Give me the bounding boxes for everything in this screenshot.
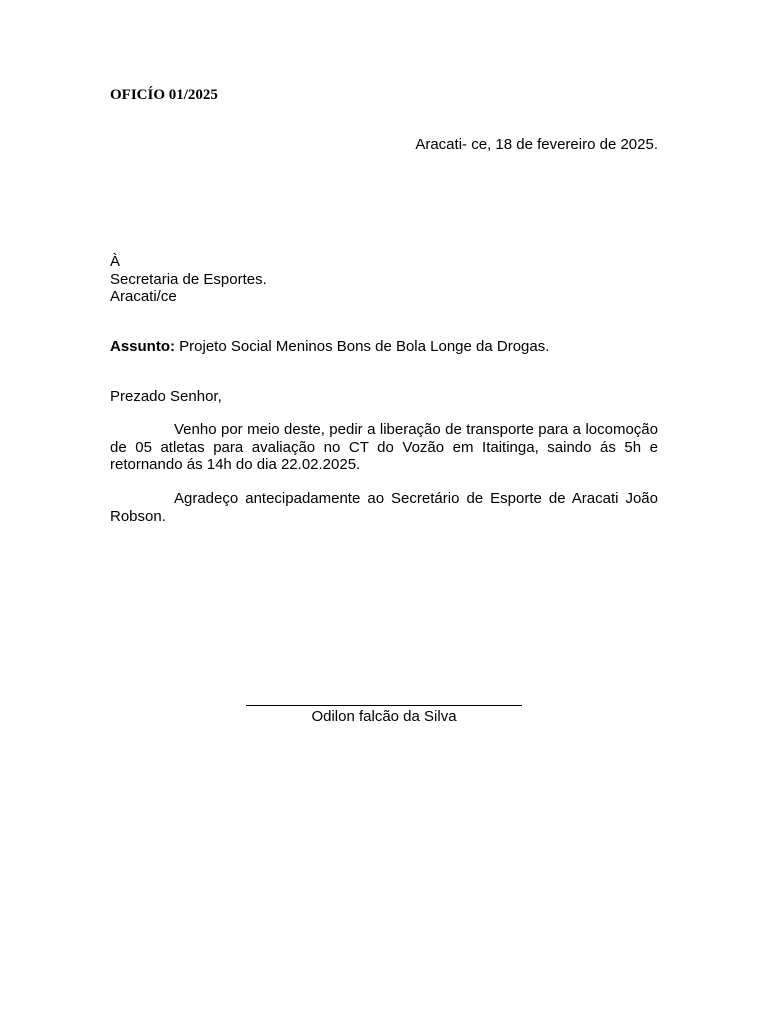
- body-paragraph-2: Agradeço antecipadamente ao Secretário de Esporte de Aracati João Robson.: [110, 490, 658, 525]
- greeting: Prezado Senhor,: [110, 388, 222, 405]
- subject-line: [110, 338, 549, 356]
- recipient-line-3: Aracati/ce: [110, 288, 177, 305]
- recipient-line-1: À: [110, 253, 121, 270]
- document-number: OFICÍO 01/2025: [110, 87, 218, 103]
- recipient-line-2: Secretaria de Esportes.: [110, 270, 267, 288]
- recipient-block: [110, 253, 267, 306]
- place-date: Aracati- ce, 18 de fevereiro de 2025.: [415, 136, 658, 153]
- signature-line: [246, 705, 522, 706]
- signature-name: Odilon falcão da Silva: [311, 708, 457, 725]
- body-paragraph-1: Venho por meio deste, pedir a liberação de transporte para a locomoção de 05 atletas para avaliação no CT do Vozão em Itaitinga, saindo ás 5h e retornando ás 14h do dia 22.02.2025.: [110, 421, 658, 473]
- subject-text: Projeto Social Meninos Bons de Bola Longe da Drogas.: [175, 338, 550, 355]
- subject-label: Assunto:: [110, 338, 175, 355]
